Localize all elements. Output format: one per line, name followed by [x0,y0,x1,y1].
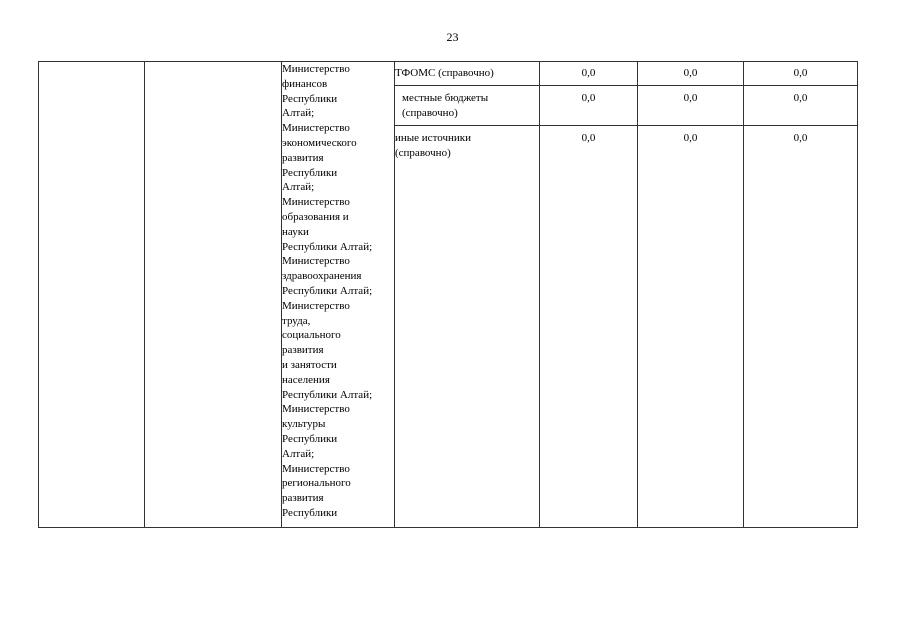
funding-source-cell [395,126,540,528]
executor-line: культуры [282,418,326,431]
budget-table [38,61,858,528]
executor-line: социального [282,329,341,342]
executor-line: здравоохранения [282,270,362,283]
executor-line: Министерство [282,462,350,475]
executor-line: Республики [282,506,338,519]
executor-line: развития [282,151,324,164]
executor-line: финансов [282,77,328,90]
value-cell: 0,0 [638,62,744,86]
value-cell: 0,0 [540,62,638,86]
funding-source-label: (справочно) [402,106,458,119]
page-number: 23 [446,30,459,44]
table-row [39,62,858,86]
executor-line: Республики [282,432,338,445]
executor-line: Алтай; [282,107,315,120]
executor-line: Алтай; [282,181,315,194]
executor-line: населения [282,373,330,386]
executor-line: и занятости [282,358,337,371]
value-cell: 0,0 [540,126,638,528]
executor-line: регионального [282,477,351,490]
value-cell: 0,0 [638,86,744,126]
executor-line: труда, [282,314,311,327]
executor-line: Министерство [282,196,350,209]
executor-line: экономического [282,136,357,149]
funding-source-label: (справочно) [395,146,451,159]
funding-source-cell [395,62,540,86]
executor-line: Министерство [282,255,350,268]
executor-line: развития [282,492,324,505]
executor-line: Республики Алтай; [282,388,373,401]
executor-cell [282,62,395,528]
executor-line: Министерство [282,63,350,75]
funding-source-cell [395,86,540,126]
value-cell: 0,0 [744,62,858,86]
executor-line: Республики [282,166,338,179]
executor-line: Республики Алтай; [282,240,373,253]
executor-line: Республики [282,92,338,105]
executor-line: Республики Алтай; [282,284,373,297]
value-cell: 0,0 [540,86,638,126]
funding-source-label: местные бюджеты [402,92,489,104]
value-cell: 0,0 [638,126,744,528]
empty-cell-number [39,62,145,528]
empty-cell-name [145,62,282,528]
executor-line: образования и [282,210,349,223]
executor-line: Алтай; [282,447,315,460]
value-cell: 0,0 [744,86,858,126]
executor-line: науки [282,225,309,238]
funding-source-label: иные источники [395,132,471,144]
executor-line: Министерство [282,299,350,312]
executor-line: Министерство [282,122,350,135]
executor-line: развития [282,344,324,357]
funding-source-label: ТФОМС (справочно) [395,67,494,79]
value-cell: 0,0 [744,126,858,528]
executor-line: Министерство [282,403,350,416]
